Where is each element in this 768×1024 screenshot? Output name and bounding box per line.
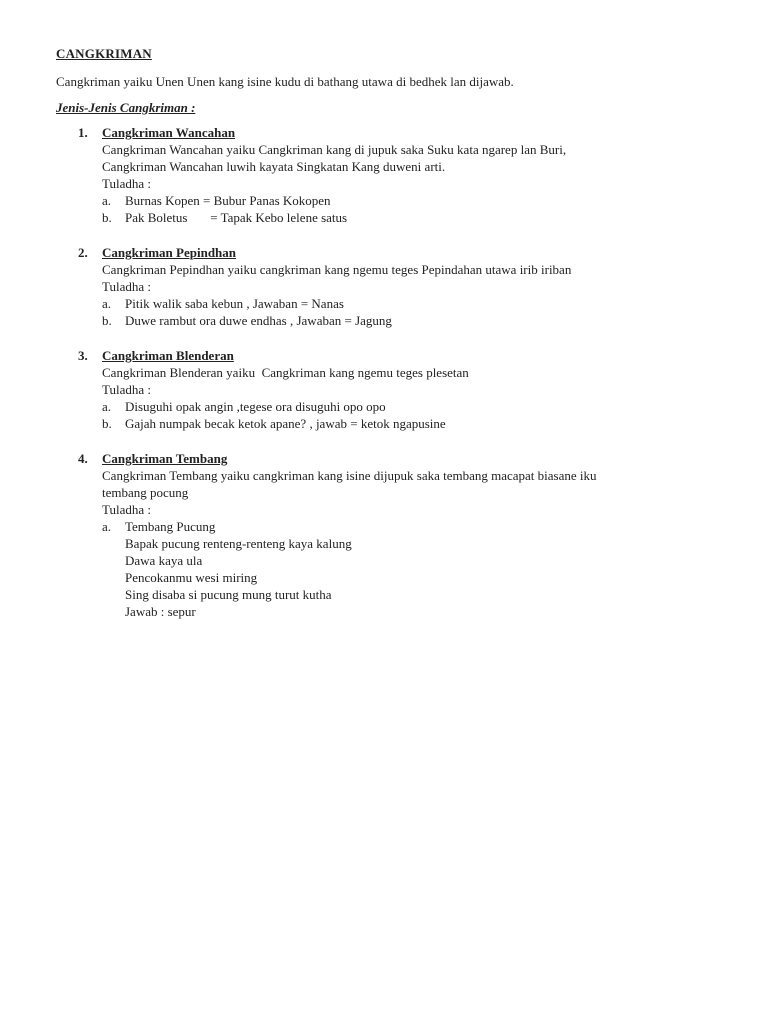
intro-paragraph: Cangkriman yaiku Unen Unen kang isine kudu di bathang utawa di bedhek lan dijawab.	[56, 74, 514, 89]
document-title: CANGKRIMAN	[56, 46, 152, 61]
section-pepindhan	[56, 244, 716, 329]
example-item	[102, 518, 716, 535]
verse-line: Jawab : sepur	[125, 604, 196, 619]
example-text: Pitik walik saba kebun , Jawaban = Nanas	[125, 296, 344, 311]
section-heading: Cangkriman Pepindhan	[102, 245, 237, 260]
section-number: 2.	[78, 245, 88, 260]
example-text: Tembang Pucung	[125, 519, 216, 534]
example-letter: b.	[102, 416, 112, 431]
example-text: Pak Boletus = Tapak Kebo lelene satus	[125, 210, 348, 225]
example-item	[102, 295, 716, 312]
section-tembang	[56, 450, 716, 620]
section-body-line: Cangkriman Blenderan yaiku Cangkriman kang ngemu teges plesetan	[102, 365, 469, 380]
example-text: Disuguhi opak angin ,tegese ora disuguhi opo opo	[125, 399, 386, 414]
example-item	[102, 398, 716, 415]
verse-line: Pencokanmu wesi miring	[125, 570, 258, 585]
section-body-line: tembang pocung	[102, 485, 189, 500]
example-letter: a.	[102, 193, 112, 208]
verse-line: Sing disaba si pucung mung turut kutha	[125, 587, 332, 602]
example-letter: b.	[102, 313, 112, 328]
example-text: Burnas Kopen = Bubur Panas Kokopen	[125, 193, 331, 208]
section-number: 4.	[78, 451, 88, 466]
example-letter: a.	[102, 519, 112, 534]
example-letter: b.	[102, 210, 112, 225]
section-blenderan	[56, 347, 716, 432]
section-heading: Cangkriman Tembang	[102, 451, 228, 466]
section-body-line: Cangkriman Tembang yaiku cangkriman kang isine dijupuk saka tembang macapat biasane iku	[102, 468, 597, 483]
section-list-heading: Jenis-Jenis Cangkriman :	[56, 100, 196, 115]
section-body-line: Cangkriman Pepindhan yaiku cangkriman kang ngemu teges Pepindahan utawa irib iriban	[102, 262, 572, 277]
section-number: 3.	[78, 348, 88, 363]
section-heading: Cangkriman Blenderan	[102, 348, 234, 363]
section-heading: Cangkriman Wancahan	[102, 125, 236, 140]
example-text: Duwe rambut ora duwe endhas , Jawaban = Jagung	[125, 313, 392, 328]
example-letter: a.	[102, 399, 112, 414]
verse-line: Dawa kaya ula	[125, 553, 203, 568]
verse-block	[102, 535, 716, 620]
example-letter: a.	[102, 296, 112, 311]
example-item	[102, 415, 716, 432]
section-body-line: Cangkriman Wancahan luwih kayata Singkatan Kang duweni arti.	[102, 159, 446, 174]
example-text: Gajah numpak becak ketok apane? , jawab = ketok ngapusine	[125, 416, 446, 431]
example-label: Tuladha :	[102, 279, 151, 294]
verse-line: Bapak pucung renteng-renteng kaya kalung	[125, 536, 352, 551]
example-item	[102, 312, 716, 329]
example-item	[102, 209, 716, 226]
example-label: Tuladha :	[102, 176, 151, 191]
section-wancahan	[56, 124, 716, 226]
example-label: Tuladha :	[102, 382, 151, 397]
section-number: 1.	[78, 125, 88, 140]
document-page	[56, 45, 716, 638]
example-label: Tuladha :	[102, 502, 151, 517]
section-body-line: Cangkriman Wancahan yaiku Cangkriman kang di jupuk saka Suku kata ngarep lan Buri,	[102, 142, 567, 157]
example-item	[102, 192, 716, 209]
